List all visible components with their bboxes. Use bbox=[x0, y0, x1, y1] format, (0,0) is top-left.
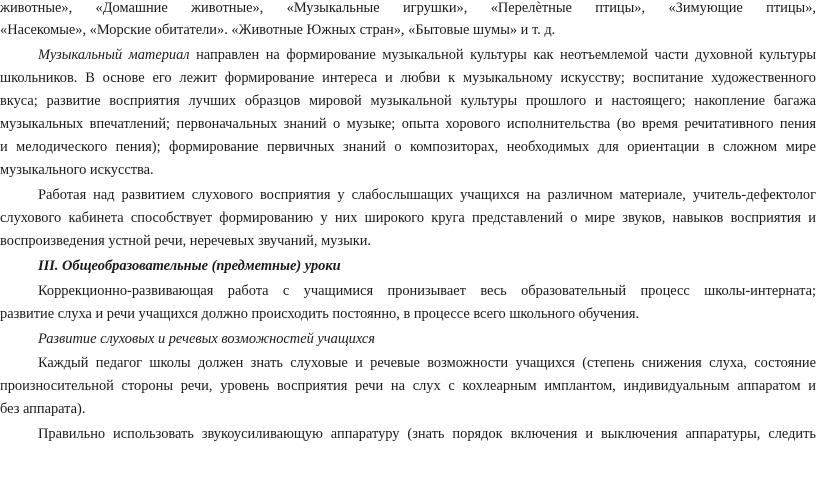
section-heading: III. Общеобразовательные (предметные) уроки bbox=[38, 258, 341, 274]
text-line: животные», «Домашние животные», «Музыкальные игрушки», «Перелѐтные птицы», «Зимующие птицы», bbox=[0, 0, 816, 16]
text-line: без аппарата). bbox=[0, 401, 86, 417]
text-line: Правильно использовать звукоусиливающую аппаратуру (знать порядок включения и выключения аппаратуры, следить bbox=[38, 426, 816, 442]
text-line: и мелодического пения); формирование первичных знаний о композиторах, необходимых для ориентации в сложном мире bbox=[0, 139, 816, 155]
italic-lead: Музыкальный материал bbox=[38, 47, 190, 63]
text-line: развитие слуха и речи учащихся должно происходить постоянно, в процессе всего школьного обучения. bbox=[0, 306, 640, 322]
text-line: музыкальных впечатлений; первоначальных знаний о музыке; опыта хорового исполнительства (во время речитативного пения bbox=[0, 116, 816, 132]
text-line: вкуса; развитие восприятия лучших образцов мировой музыкальной культуры прошлого и настоящего; накопление багажа bbox=[0, 93, 816, 109]
text-line: Работая над развитием слухового восприятия у слабослышащих учащихся на различном материале, учитель-дефектолог bbox=[38, 187, 816, 203]
subsection-heading: Развитие слуховых и речевых возможностей учащихся bbox=[38, 331, 375, 347]
text-line: музыкального искусства. bbox=[0, 162, 154, 178]
text-line: произносительной стороны речи, уровень восприятия речи на слух с кохлеарным имплантом, индивидуальным аппаратом и bbox=[0, 378, 816, 394]
text-line: слухового кабинета способствует формированию у них широкого круга представлений о мире звуков, навыков восприятия и bbox=[0, 210, 816, 226]
text-line: Каждый педагог школы должен знать слуховые и речевые возможности учащихся (степень снижения слуха, состояние bbox=[38, 355, 816, 371]
text-line: «Насекомые», «Морские обитатели». «Животные Южных стран», «Бытовые шумы» и т. д. bbox=[0, 22, 556, 38]
text-line bbox=[0, 45, 816, 65]
text-line: школьников. В основе его лежит формирование интереса и любви к музыкальному искусству; воспитание художественного bbox=[0, 70, 816, 86]
text-line: Коррекционно-развивающая работа с учащимися пронизывает весь образовательный процесс школы-интерната; bbox=[38, 283, 816, 299]
text-fragment: направлен на формирование музыкальной культуры как неотъемлемой части духовной культуры bbox=[196, 47, 816, 63]
text-line: воспроизведения устной речи, неречевых звучаний, музыки. bbox=[0, 233, 372, 249]
